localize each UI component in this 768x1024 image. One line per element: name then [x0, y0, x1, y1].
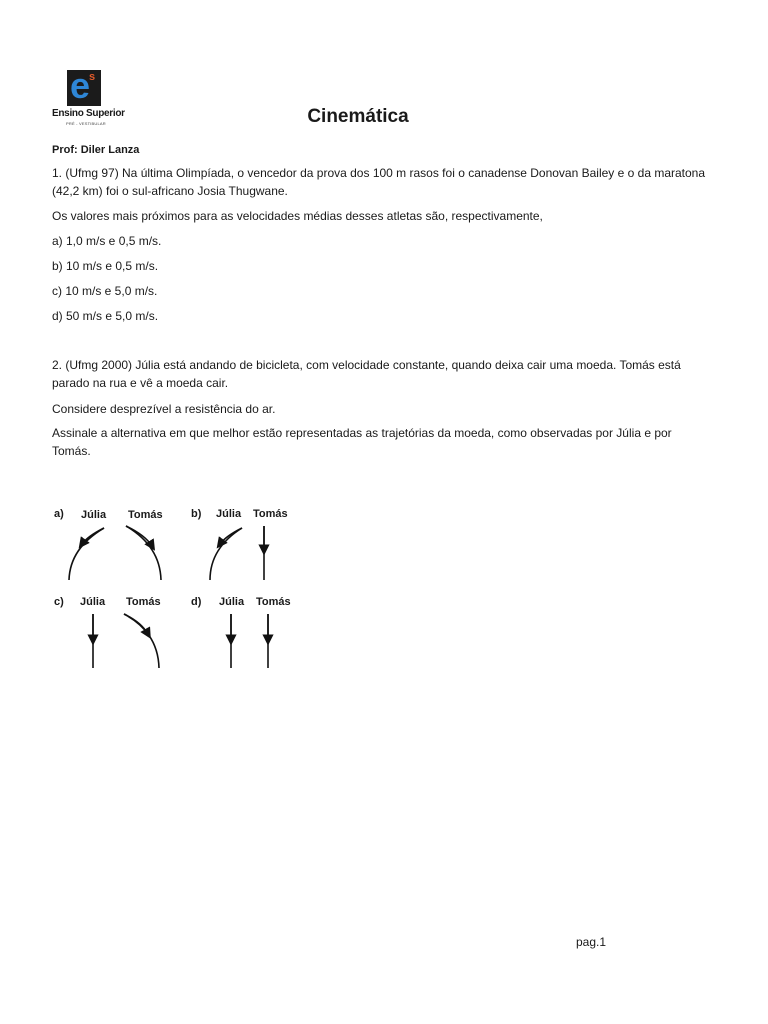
q2-prompt: Assinale a alternativa em que melhor estão representadas as trajetórias da moeda, como observadas por Júlia e por Tomás. [52, 426, 672, 458]
logo-letter-s: s [89, 71, 96, 83]
q2-note: Considere desprezível a resistência do ar. [52, 402, 276, 416]
trajectory-a-julia [69, 528, 104, 580]
figure-label-b: b) [191, 508, 202, 520]
page-title: Cinemática [307, 106, 409, 127]
q1-text: 1. (Ufmg 97) Na última Olimpíada, o vencedor da prova dos 100 m rasos foi o canadense Donovan Bailey e o da maratona (42,2 km) foi o sul-africano Josia Thugwane. [52, 166, 706, 198]
figure-d-julia: Júlia [219, 596, 245, 608]
figure-b-tomas: Tomás [253, 508, 288, 520]
q2-text: 2. (Ufmg 2000) Júlia está andando de bicicleta, com velocidade constante, quando deixa cair uma moeda. Tomás está parado na rua e vê a moeda cair. [52, 358, 681, 390]
figure-c-tomas: Tomás [126, 596, 161, 608]
q1-option-a: a) 1,0 m/s e 0,5 m/s. [52, 234, 162, 248]
page-number: pag.1 [576, 935, 607, 949]
figure-d-tomas: Tomás [256, 596, 291, 608]
figure-label-a: a) [54, 508, 64, 520]
q1-option-c: c) 10 m/s e 5,0 m/s. [52, 284, 158, 298]
figure-label-d: d) [191, 596, 202, 608]
q1-prompt: Os valores mais próximos para as velocidades médias desses atletas são, respectivamente, [52, 209, 543, 223]
figure-c-julia: Júlia [80, 596, 106, 608]
logo-letter-e: e [70, 65, 91, 106]
figure-b-julia: Júlia [216, 508, 242, 520]
figure-label-c: c) [54, 596, 64, 608]
trajectory-a-tomas [126, 526, 161, 580]
figure-a-julia: Júlia [81, 509, 107, 521]
figure-a-tomas: Tomás [128, 509, 163, 521]
trajectory-b-julia [210, 528, 242, 580]
logo-name: Ensino Superior [52, 108, 125, 119]
q1-option-b: b) 10 m/s e 0,5 m/s. [52, 259, 159, 273]
author: Prof: Diler Lanza [52, 144, 140, 156]
q1-option-d: d) 50 m/s e 5,0 m/s. [52, 309, 159, 323]
trajectory-c-tomas [124, 614, 159, 668]
logo-subtitle: PRÉ - VESTIBULAR [66, 121, 106, 126]
